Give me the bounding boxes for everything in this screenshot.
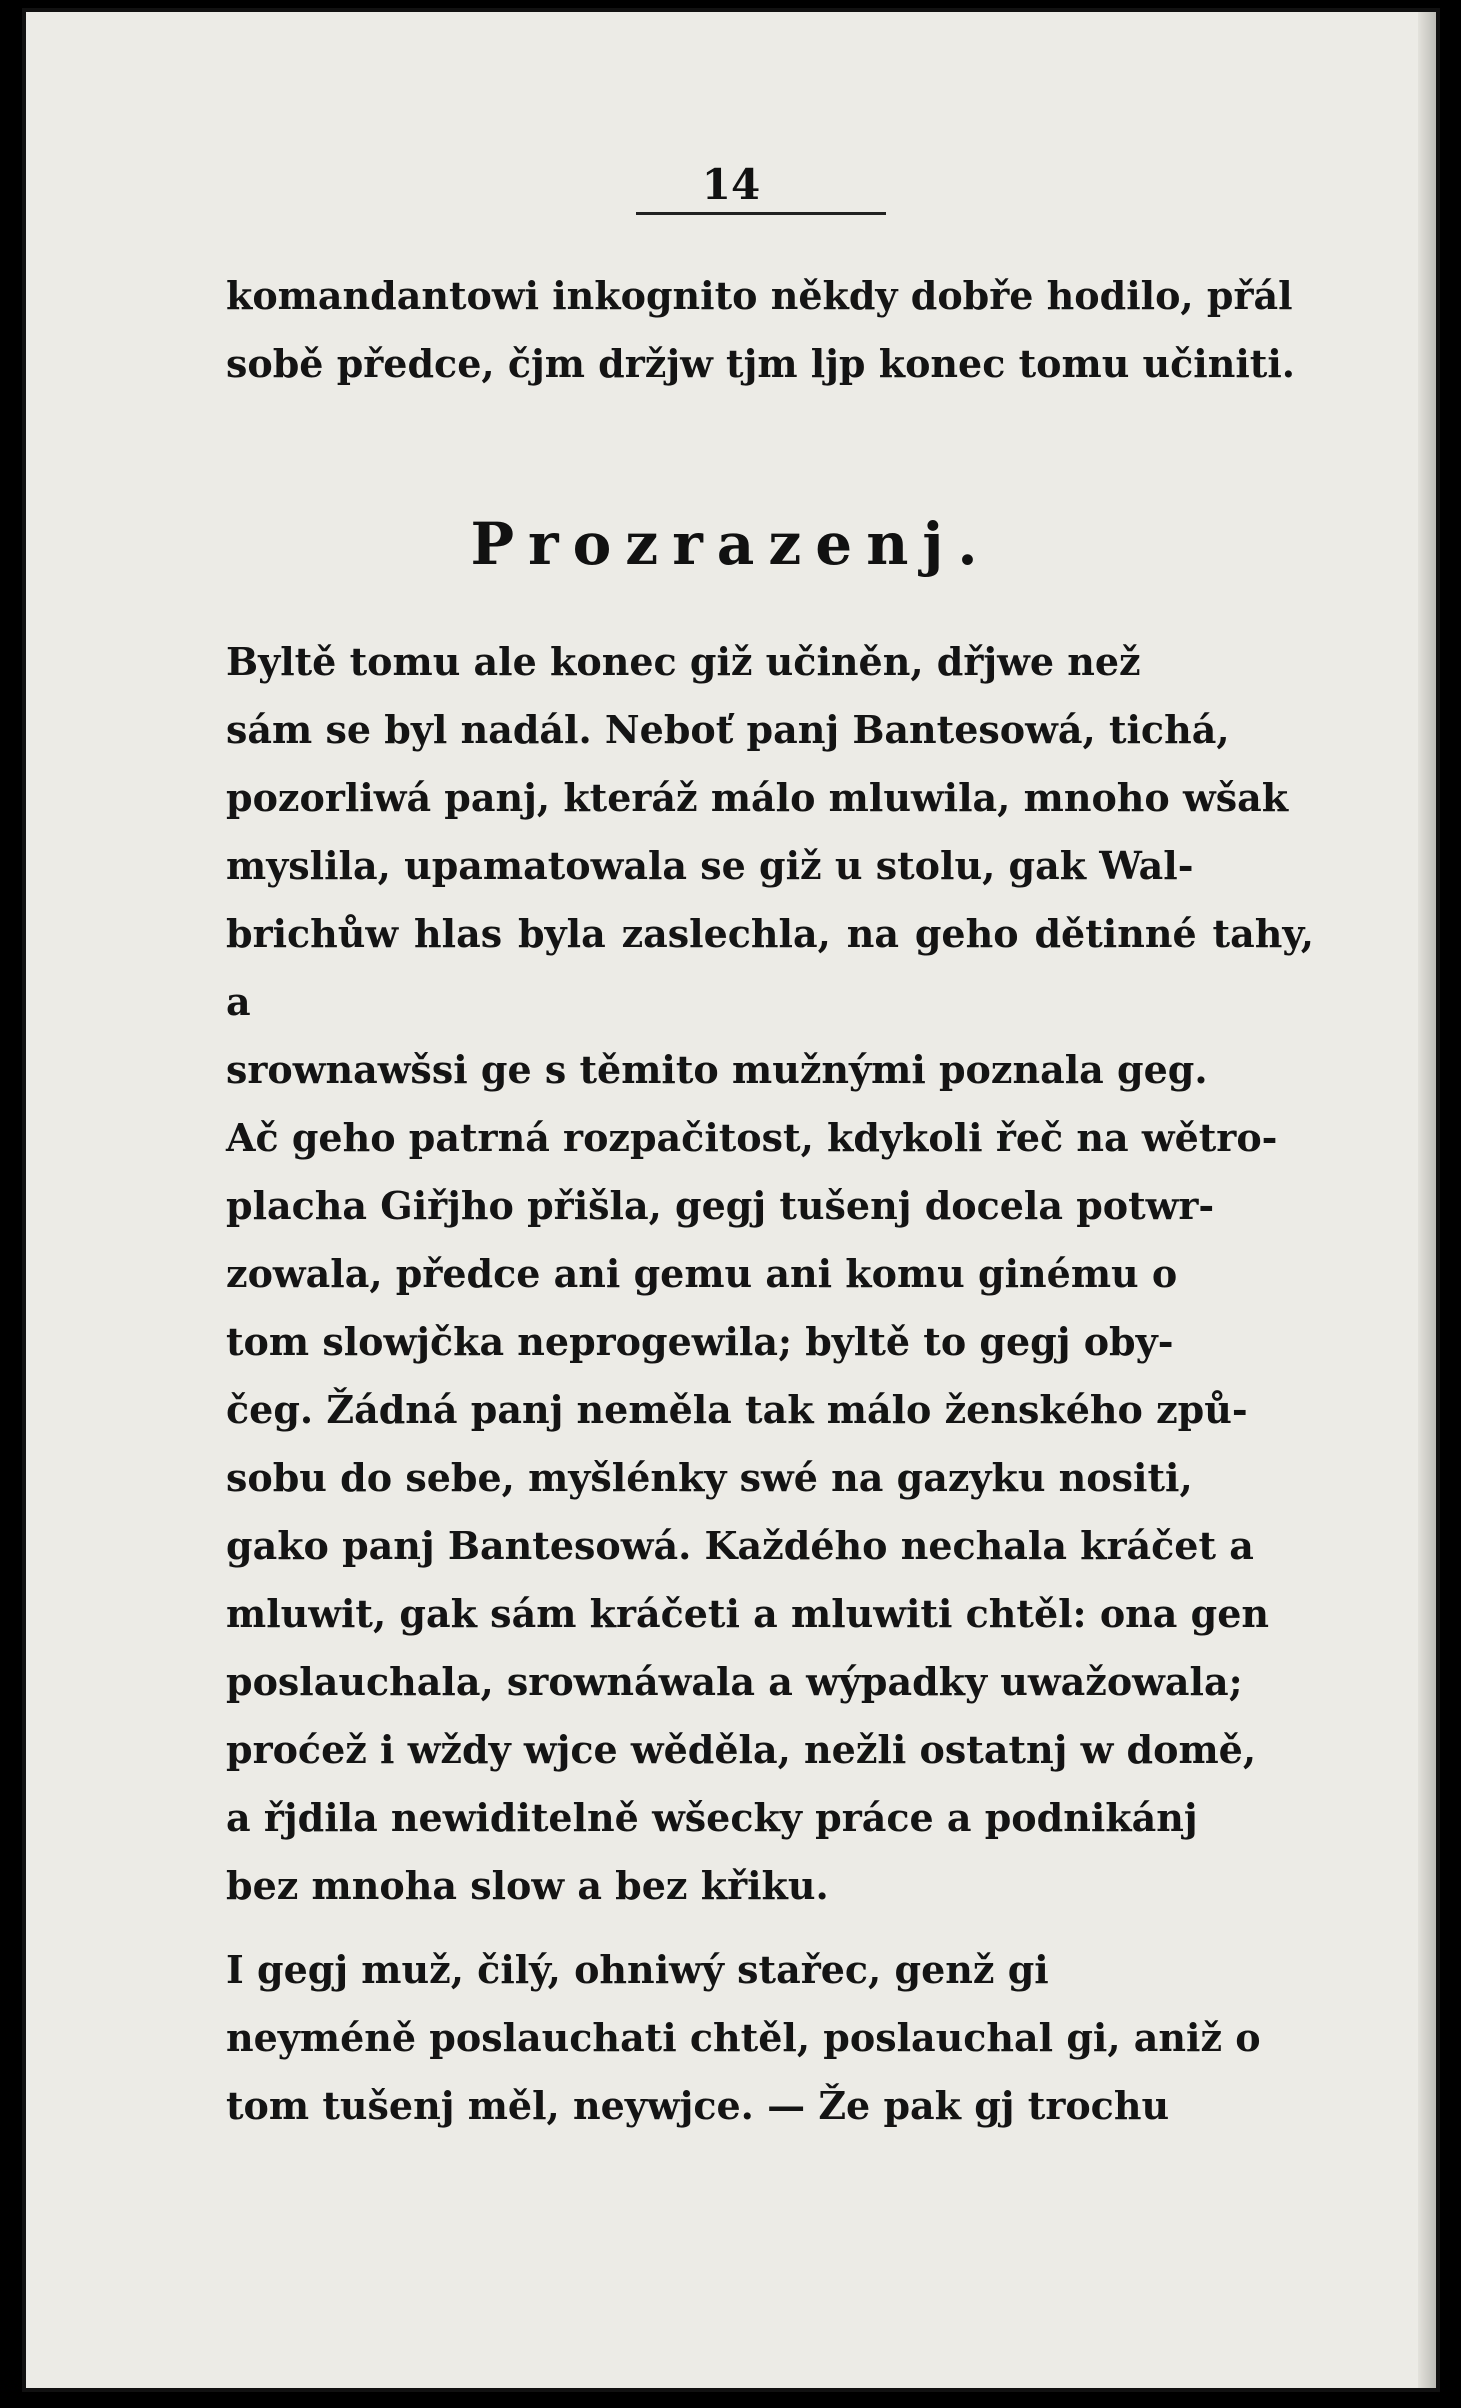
continued-paragraph: komandantowi inkognito někdy dobře hodilo, přál sobě předce, čjm držjw tjm ljp konec tomu učiniti. bbox=[226, 273, 1296, 386]
book-page bbox=[22, 8, 1440, 2392]
paragraph-1: Byltě tomu ale konec giž učiněn, dřjwe než sám se byl nadál. Neboť panj Bantesowá, tichá, pozorliwá panj, kteráž málo mluwila, mnoho wšak myslila, upamatowala se giž u stolu, gak Wal- brichůw hlas byla zaslechla, na geho dětinné tahy, a srownawšsi ge s těmito mužnými poznala geg. Ač geho patrná rozpačitost, kdykoli řeč na wětro- placha Giřjho přišla, gegj tušenj docela potwr- zowala, předce ani gemu ani komu ginému o tom slowjčka neprogewila; byltě to gegj oby- čeg. Žádná panj neměla tak málo ženského způ- sobu do sebe, myšlénky swé na gazyku nositi, gako panj Bantesowá. Každého nechala kráčet a mluwit, gak sám kráčeti a mluwiti chtěl: ona gen poslauchala, srownáwala a wýpadky uwažowala; proćež i wždy wjce wěděla, nežli ostatnj w domě, a řjdila newiditelně wšecky práce a podnikánj bez mnoha slow a bez křiku. bbox=[226, 639, 1314, 1908]
section-heading: Prozrazenj. bbox=[470, 510, 992, 578]
page-spine-shadow bbox=[1418, 12, 1436, 2388]
paragraph-2: I gegj muž, čilý, ohniwý stařec, genž gi neyméně poslauchati chtěl, poslauchal gi, aniž o tom tušenj měl, neywjce. — Že pak gj trochu bbox=[226, 1947, 1261, 2128]
page-number-rule bbox=[636, 212, 886, 215]
page-number: 14 bbox=[701, 160, 761, 209]
